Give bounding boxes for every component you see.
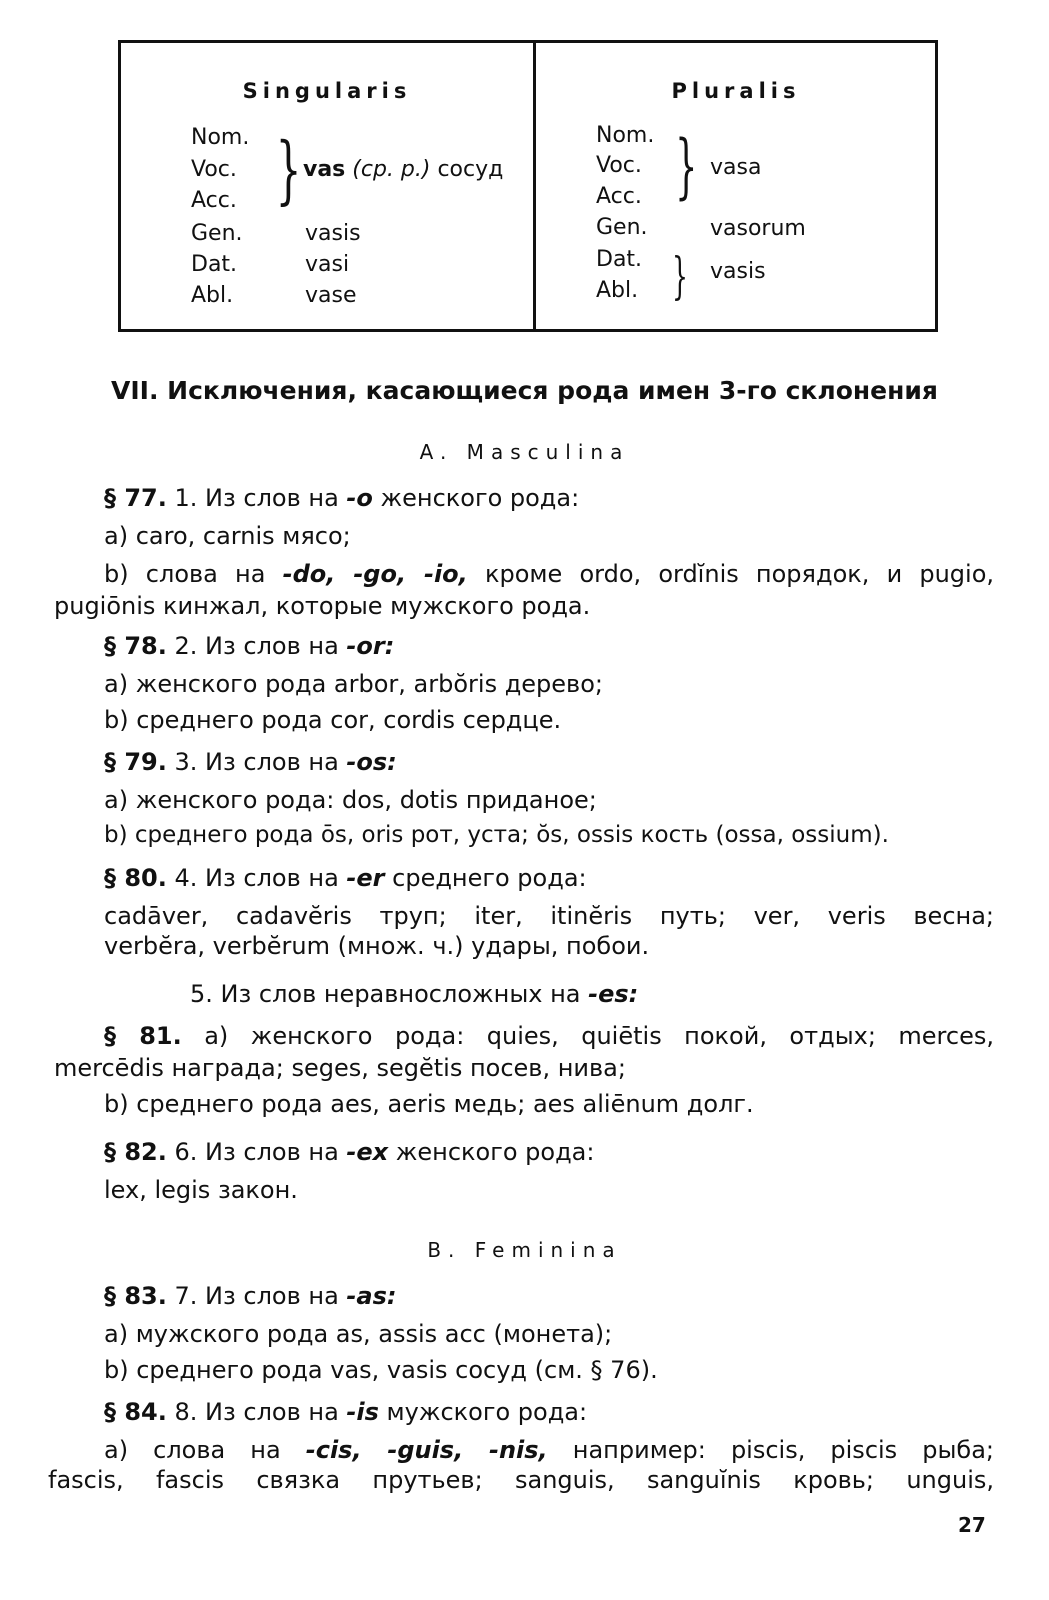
case-label-dat: Dat.: [191, 252, 238, 277]
feminina-heading: B. Feminina: [427, 1238, 622, 1262]
paragraph-tail: женского рода:: [395, 1138, 595, 1166]
case-label-acc: Acc.: [596, 184, 642, 209]
paragraph-81-b: b) среднего рода aes, aeris медь; aes aliēnum долг.: [104, 1090, 754, 1118]
plural-gen-form: vasorum: [710, 216, 806, 241]
case-label-abl: Abl.: [596, 278, 639, 303]
suffix: -is: [346, 1398, 379, 1426]
suffix: -ex: [346, 1138, 389, 1166]
plural-column: [536, 43, 936, 329]
paragraph-78-b: b) среднего рода cor, cordis сердце.: [104, 706, 562, 734]
declension-table: [118, 40, 938, 332]
paragraph-79-a: a) женского рода: dos, dotis приданое;: [104, 786, 597, 814]
paragraph-83-b: b) среднего рода vas, vasis сосуд (см. § 76).: [104, 1356, 658, 1384]
paragraph-80-line2: verbĕra, verbĕrum (множ. ч.) удары, побои.: [104, 932, 650, 960]
paragraph-number: § 83.: [104, 1282, 167, 1310]
paragraph-80-line1: cadāver, cadavĕris труп; iter, itinĕris путь; ver, veris весна;: [104, 902, 994, 930]
paragraph-number: § 79.: [104, 748, 167, 776]
paragraph-lead: 3. Из слов на: [174, 748, 339, 776]
singular-nva-word: vas: [303, 157, 346, 182]
paragraph-80-heading: [104, 864, 587, 892]
paragraph-5-heading: [190, 980, 638, 1008]
suffix: -es:: [588, 980, 639, 1008]
paragraph-number: § 78.: [104, 632, 167, 660]
paragraph-lead: 2. Из слов на: [174, 632, 339, 660]
plural-nva-form: vasa: [710, 155, 762, 180]
paragraph-number: § 80.: [104, 864, 167, 892]
brace-plural-dat-abl: }: [671, 247, 688, 305]
b-lead: b) слова на: [104, 560, 266, 588]
paragraph-number: § 84.: [104, 1398, 167, 1426]
suffix: -or:: [346, 632, 395, 660]
paragraph-82-line1: lex, legis закон.: [104, 1176, 298, 1204]
case-label-dat: Dat.: [596, 247, 643, 272]
case-label-gen: Gen.: [596, 215, 648, 240]
paragraph-81-a: [104, 1022, 994, 1050]
gender-note: (ср. р.): [352, 157, 431, 182]
paragraph-78-a: a) женского рода arbor, arbŏris дерево;: [104, 670, 603, 698]
suffix: -er: [346, 864, 385, 892]
paragraph-lead: 7. Из слов на: [174, 1282, 339, 1310]
paragraph-lead: 5. Из слов неравносложных на: [190, 980, 581, 1008]
singular-gen-form: vasis: [305, 221, 361, 246]
paragraph-tail: мужского рода:: [386, 1398, 588, 1426]
paragraph-77-heading: [104, 484, 579, 512]
paragraph-77-b-cont: pugiōnis кинжал, которые мужского рода.: [54, 592, 591, 620]
paragraph-lead: 4. Из слов на: [174, 864, 339, 892]
plural-heading: Pluralis: [671, 79, 801, 103]
paragraph-83-a: a) мужского рода as, assis асс (монета);: [104, 1320, 613, 1348]
section-title: VII. Исключения, касающиеся рода имен 3-го склонения: [111, 376, 938, 405]
paragraph-84-a-cont: fascis, fascis связка прутьев; sanguis, sanguĭnis кровь; unguis,: [48, 1466, 994, 1494]
paragraph-79-heading: [104, 748, 397, 776]
page-number: 27: [958, 1513, 986, 1537]
singular-column: [121, 43, 536, 329]
case-label-gen: Gen.: [191, 221, 243, 246]
paragraph-text: a) женского рода: quies, quiētis покой, отдых; merces,: [204, 1022, 994, 1050]
singular-nva-form: [303, 157, 503, 182]
case-label-acc: Acc.: [191, 188, 237, 213]
paragraph-lead: 8. Из слов на: [174, 1398, 339, 1426]
paragraph-number: § 77.: [104, 484, 167, 512]
paragraph-78-heading: [104, 632, 394, 660]
singular-abl-form: vase: [305, 283, 357, 308]
plural-dat-abl-form: vasis: [710, 259, 766, 284]
paragraph-83-heading: [104, 1282, 396, 1310]
paragraph-84-a: [104, 1436, 994, 1464]
paragraph-84-heading: [104, 1398, 587, 1426]
singular-nva-gloss: сосуд: [437, 157, 504, 182]
paragraph-number: § 82.: [104, 1138, 167, 1166]
brace-singular-nva: }: [275, 127, 302, 213]
paragraph-79-b: b) среднего рода ōs, oris рот, уста; ŏs, ossis кость (ossa, ossium).: [104, 822, 889, 848]
masculina-heading: A. Masculina: [419, 440, 630, 464]
paragraph-tail: среднего рода:: [392, 864, 587, 892]
case-label-voc: Voc.: [191, 157, 237, 182]
b-tail: кроме ordo, ordĭnis порядок, и pugio,: [484, 560, 995, 588]
case-label-voc: Voc.: [596, 153, 642, 178]
paragraph-lead: 6. Из слов на: [174, 1138, 339, 1166]
paragraph-lead: 1. Из слов на: [174, 484, 339, 512]
paragraph-tail: женского рода:: [380, 484, 580, 512]
paragraph-81-a-cont: mercēdis награда; seges, segĕtis посев, нива;: [54, 1054, 626, 1082]
suffix: -as:: [346, 1282, 397, 1310]
case-label-nom: Nom.: [596, 123, 655, 148]
a-lead: a) слова на: [104, 1436, 281, 1464]
suffix: -do, -go, -io,: [282, 560, 468, 588]
paragraph-77-b: [104, 560, 994, 588]
singular-dat-form: vasi: [305, 252, 350, 277]
suffix: -cis, -guis, -nis,: [305, 1436, 548, 1464]
a-tail: например: piscis, piscis рыба;: [572, 1436, 995, 1464]
brace-plural-nva: }: [675, 125, 698, 207]
case-label-abl: Abl.: [191, 283, 234, 308]
paragraph-82-heading: [104, 1138, 594, 1166]
suffix: -o: [346, 484, 373, 512]
case-label-nom: Nom.: [191, 125, 250, 150]
suffix: -os:: [346, 748, 397, 776]
paragraph-77-a: a) caro, carnis мясо;: [104, 522, 351, 550]
singular-heading: Singularis: [242, 79, 412, 103]
paragraph-number: § 81.: [104, 1022, 182, 1050]
